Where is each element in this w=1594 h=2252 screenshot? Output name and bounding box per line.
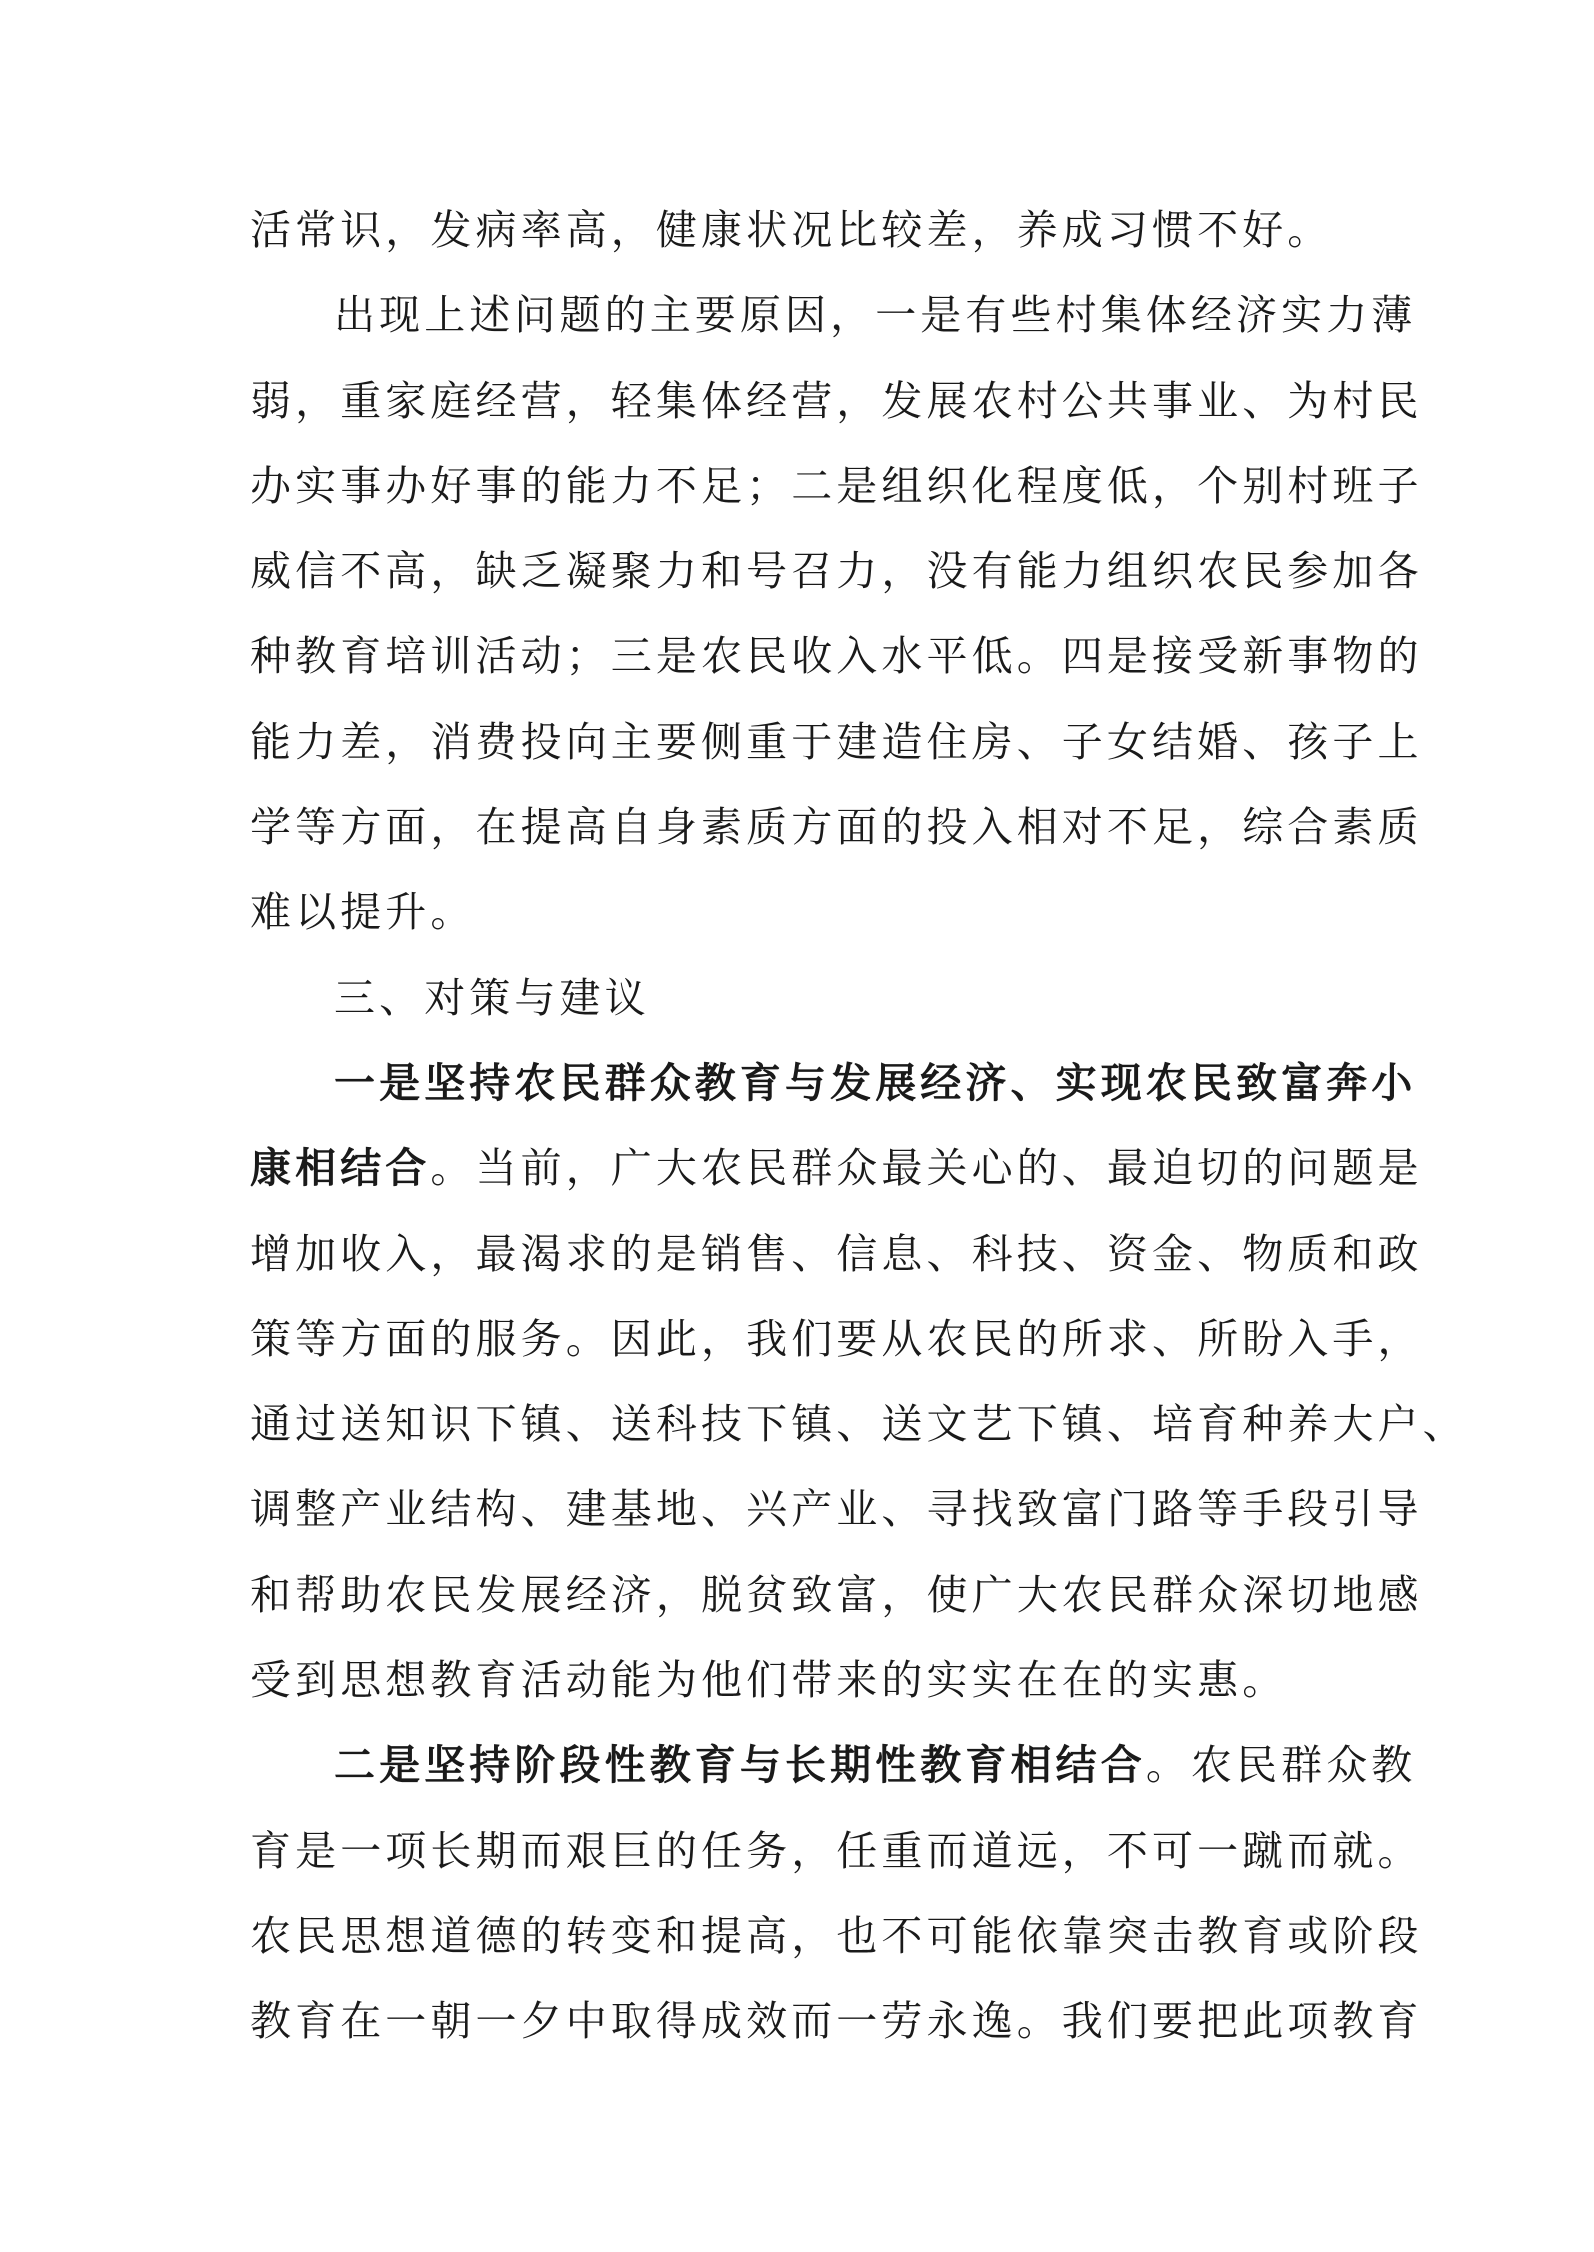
text-line — [250, 1638, 1360, 1723]
text-line — [250, 1297, 1423, 1382]
text-line — [250, 1126, 1423, 1211]
text-line — [250, 870, 1360, 955]
text-line — [250, 614, 1423, 699]
text-segment: 学等方面，在提高自身素质方面的投入相对不足，综合素质 — [250, 803, 1423, 852]
text-line — [250, 785, 1423, 870]
text-segment: 威信不高，缺乏凝聚力和号召力，没有能力组织农民参加各 — [250, 547, 1423, 596]
text-segment: 策等方面的服务。因此，我们要从农民的所求、所盼入手， — [250, 1314, 1423, 1363]
text-line — [250, 359, 1423, 444]
text-line — [250, 1467, 1423, 1552]
text-segment: 教育在一朝一夕中取得成效而一劳永逸。我们要把此项教育 — [250, 1997, 1423, 2046]
text-line — [250, 1894, 1423, 1979]
text-line — [250, 1979, 1423, 2064]
text-segment: 增加收入，最渴求的是销售、信息、科技、资金、物质和政 — [250, 1229, 1423, 1278]
text-segment: 活常识，发病率高，健康状况比较差，养成习惯不好。 — [250, 206, 1333, 254]
text-line — [250, 444, 1423, 529]
text-line — [250, 700, 1423, 785]
text-segment: 育是一项长期而艰巨的任务，任重而道远，不可一蹴而就。 — [250, 1826, 1423, 1875]
bold-text-segment: 一是坚持农民群众教育与发展经济、实现农民致富奔小 — [334, 1058, 1417, 1107]
text-line — [250, 1723, 1417, 1808]
text-line — [250, 273, 1417, 358]
text-line — [250, 1382, 1468, 1467]
bold-text-segment: 二是坚持阶段性教育与长期性教育相结合 — [334, 1741, 1146, 1790]
text-segment: 。农民群众教 — [1145, 1741, 1417, 1790]
text-line — [250, 529, 1423, 614]
text-segment: 通过送知识下镇、送科技下镇、送文艺下镇、培育种养大户、 — [250, 1400, 1468, 1449]
text-line — [250, 1041, 1417, 1126]
text-segment: 弱，重家庭经营，轻集体经营，发展农村公共事业、为村民 — [250, 376, 1423, 425]
text-line — [250, 1553, 1423, 1638]
text-line — [250, 188, 1360, 273]
bold-text-segment: 康相结合 — [250, 1144, 431, 1193]
document-body — [250, 188, 1468, 2065]
text-segment: 三、对策与建议 — [334, 973, 650, 1022]
text-line — [250, 1212, 1423, 1297]
text-segment: 。当前，广大农民群众最关心的、最迫切的问题是 — [430, 1144, 1423, 1193]
text-segment: 和帮助农民发展经济，脱贫致富，使广大农民群众深切地感 — [250, 1570, 1423, 1619]
text-line — [250, 1809, 1423, 1894]
text-segment: 出现上述问题的主要原因，一是有些村集体经济实力薄 — [334, 291, 1417, 340]
text-segment: 办实事办好事的能力不足；二是组织化程度低，个别村班子 — [250, 461, 1423, 510]
text-segment: 能力差，消费投向主要侧重于建造住房、子女结婚、孩子上 — [250, 717, 1423, 766]
text-segment: 难以提升。 — [250, 888, 476, 937]
text-line — [250, 956, 1360, 1041]
text-segment: 调整产业结构、建基地、兴产业、寻找致富门路等手段引导 — [250, 1485, 1423, 1534]
text-segment: 受到思想教育活动能为他们带来的实实在在的实惠。 — [250, 1656, 1288, 1705]
text-segment: 种教育培训活动；三是农民收入水平低。四是接受新事物的 — [250, 632, 1423, 681]
text-segment: 农民思想道德的转变和提高，也不可能依靠突击教育或阶段 — [250, 1911, 1423, 1960]
